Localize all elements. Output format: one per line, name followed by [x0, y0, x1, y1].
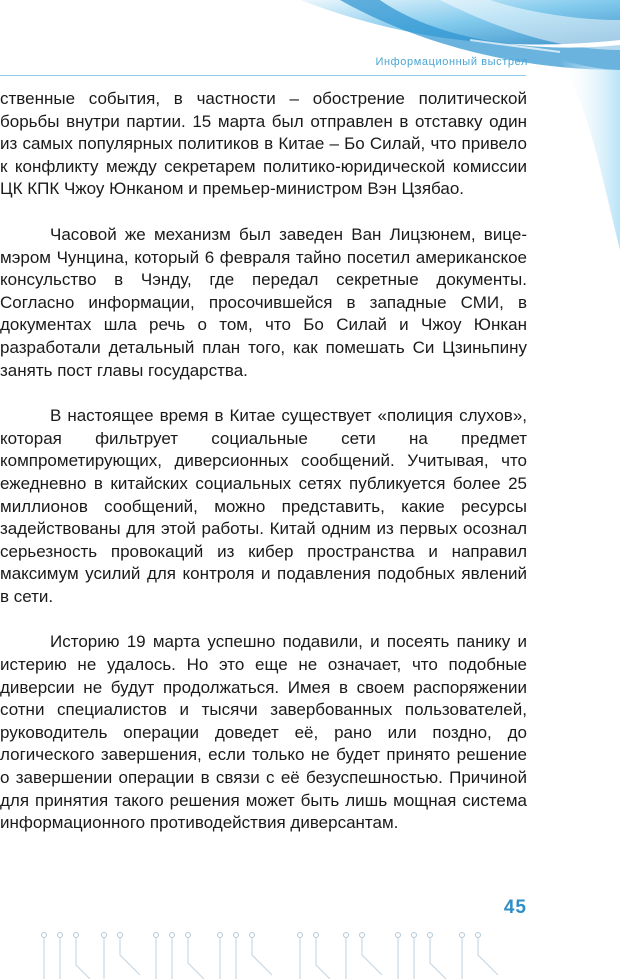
paragraph-4: Историю 19 марта успешно подавили, и посеять панику и истерию не удалось. Но это еще не означает, что подобные диверсии не будут продолжаться. Имея в своем распоряжении сотни специалистов и тысячи завербованных пользователей, руководитель операции доведет её, рано или поздно, до логического завершения, если только не будет принято решение о завершении операции в связи с её безуспешностью. Причиной для принятия такого решения может быть лишь мощная система информационного противодействия диверсантам. [0, 632, 527, 833]
header-rule [0, 75, 526, 76]
paragraph-2: Часовой же механизм был заведен Ван Лицзюнем, вице-мэром Чунцина, который 6 февраля тайно посетил американское консульство в Чэнду, где передал секретные документы. Согласно информации, просочившейся в западные СМИ, в документах шла речь о том, что Бо Силай и Чжоу Юнкан разработали детальный план того, как помешать Си Цзиньпину занять пост главы государства. [0, 224, 527, 380]
article-body [0, 88, 527, 858]
running-header-title: Информационный выстрел [375, 56, 528, 68]
paragraph-1: ственные события, в частности – обострение политической борьбы внутри партии. 15 марта был отправлен в отставку один из самых популярных политиков в Китае – Бо Силай, что привело к конфликту между секретарем политико-юридической комиссии ЦК КПК Чжоу Юнканом и премьер-министром Вэн Цзябао. [0, 89, 527, 199]
page-number: 45 [503, 897, 527, 918]
circuit-pattern-graphic [0, 925, 620, 979]
paragraph-3: В настоящее время в Китае существует «полиция слухов», которая фильтрует социальные сети на предмет компрометирующих, диверсионных сообщений. Учитывая, что ежедневно в китайских социальных сетях публикуется более 25 миллионов сообщений, можно представить, какие ресурсы задействованы для этой работы. Китай одним из первых осознал серьезность провокаций из кибер пространства и направил максимум усилий для контроля и подавления подобных явлений в сети. [0, 406, 527, 606]
